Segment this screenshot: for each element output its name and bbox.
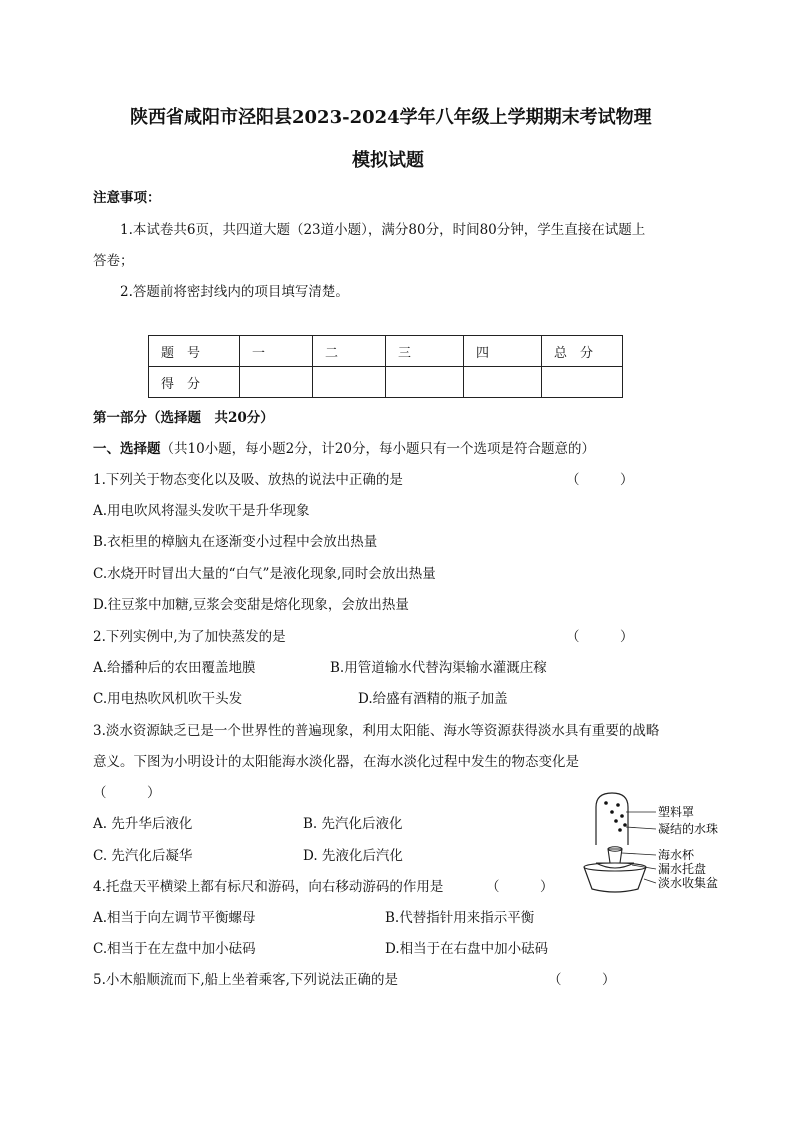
q2-option-b: B.用管道输水代替沟渠输水灌溉庄稼 xyxy=(330,660,547,676)
label-leaking-tray: 漏水托盘 xyxy=(658,862,707,876)
notice-item1-line1: 1.本试卷共6页，共四道大题（23道小题），满分80分，时间80分钟，学生直接在试题上 xyxy=(120,222,646,238)
score-header-4: 四 xyxy=(464,336,542,367)
page-title-line2: 模拟试题 xyxy=(352,150,424,171)
section-one-note: （共10小题，每小题2分，计20分，每小题只有一个选项是符合题意的） xyxy=(160,441,595,457)
notice-heading: 注意事项： xyxy=(93,190,161,206)
q4-option-a: A.相当于向左调节平衡螺母 xyxy=(93,910,256,926)
score-header-label: 题 号 xyxy=(149,336,240,367)
score-header-2: 二 xyxy=(313,336,386,367)
score-cell-total[interactable] xyxy=(542,367,623,398)
q4-blank[interactable]: （ ） xyxy=(486,879,554,895)
q1-stem: 1.下列关于物态变化以及吸、放热的说法中正确的是 xyxy=(93,472,403,488)
score-cell-2[interactable] xyxy=(313,367,386,398)
q5-stem: 5.小木船顺流而下,船上坐着乘客,下列说法正确的是 xyxy=(93,972,398,988)
q3-option-a: A. 先升华后液化 xyxy=(93,816,193,832)
q3-option-b: B. 先汽化后液化 xyxy=(303,816,403,832)
label-seawater-cup: 海水杯 xyxy=(658,848,695,862)
label-plastic-cover: 塑料罩 xyxy=(658,805,695,819)
q2-option-c: C.用电热吹风机吹干头发 xyxy=(93,691,243,707)
score-cell-1[interactable] xyxy=(240,367,313,398)
q5-blank[interactable]: （ ） xyxy=(548,972,616,988)
notice-item2: 2.答题前将密封线内的项目填写清楚。 xyxy=(120,284,349,300)
q3-stem-line1: 3.淡水资源缺乏已是一个世界性的普遍现象，利用太阳能、海水等资源获得淡水具有重要的战略 xyxy=(93,723,660,739)
label-water-droplets: 凝结的水珠 xyxy=(658,822,719,836)
q2-stem: 2.下列实例中,为了加快蒸发的是 xyxy=(93,629,286,645)
solar-desalinator-figure xyxy=(582,785,742,905)
score-table-header-row xyxy=(149,336,623,367)
q1-option-a: A.用电吹风将湿头发吹干是升华现象 xyxy=(93,503,310,519)
page-title-line1: 陕西省咸阳市泾阳县2023-2024学年八年级上学期期末考试物理 xyxy=(130,107,652,128)
q4-option-d: D.相当于在右盘中加小砝码 xyxy=(385,941,549,957)
label-freshwater-basin: 淡水收集盆 xyxy=(658,876,719,890)
q1-option-c: C.水烧开时冒出大量的“白气”是液化现象,同时会放出热量 xyxy=(93,566,436,582)
q4-option-b: B.代替指针用来指示平衡 xyxy=(385,910,535,926)
solar-desalinator-diagram xyxy=(582,785,742,905)
section-one xyxy=(93,437,595,457)
q2-blank[interactable]: （ ） xyxy=(566,629,634,645)
q3-option-c: C. 先汽化后凝华 xyxy=(93,848,193,864)
score-header-total: 总 分 xyxy=(542,336,623,367)
q1-option-d: D.往豆浆中加糖,豆浆会变甜是熔化现象，会放出热量 xyxy=(93,597,409,613)
part1-heading: 第一部分（选择题 共20分） xyxy=(93,410,274,426)
score-table xyxy=(148,335,623,398)
q1-option-b: B.衣柜里的樟脑丸在逐渐变小过程中会放出热量 xyxy=(93,534,378,550)
q3-option-d: D. 先液化后汽化 xyxy=(303,848,403,864)
q3-stem-line2: 意义。下图为小明设计的太阳能海水淡化器，在海水淡化过程中发生的物态变化是 xyxy=(93,754,579,770)
score-header-3: 三 xyxy=(386,336,464,367)
score-table-score-row xyxy=(149,367,623,398)
score-cell-4[interactable] xyxy=(464,367,542,398)
q1-blank[interactable]: （ ） xyxy=(566,472,634,488)
q4-option-c: C.相当于在左盘中加小砝码 xyxy=(93,941,256,957)
section-one-title: 一、选择题 xyxy=(93,441,161,457)
notice-item1-line2: 答卷； xyxy=(93,253,134,269)
q2-option-d: D.给盛有酒精的瓶子加盖 xyxy=(358,691,508,707)
score-cell-3[interactable] xyxy=(386,367,464,398)
score-header-1: 一 xyxy=(240,336,313,367)
q4-stem: 4.托盘天平横梁上都有标尺和游码，向右移动游码的作用是 xyxy=(93,879,444,895)
q3-blank[interactable]: （ ） xyxy=(93,785,161,801)
q2-option-a: A.给播种后的农田覆盖地膜 xyxy=(93,660,256,676)
score-row-label: 得 分 xyxy=(149,367,240,398)
